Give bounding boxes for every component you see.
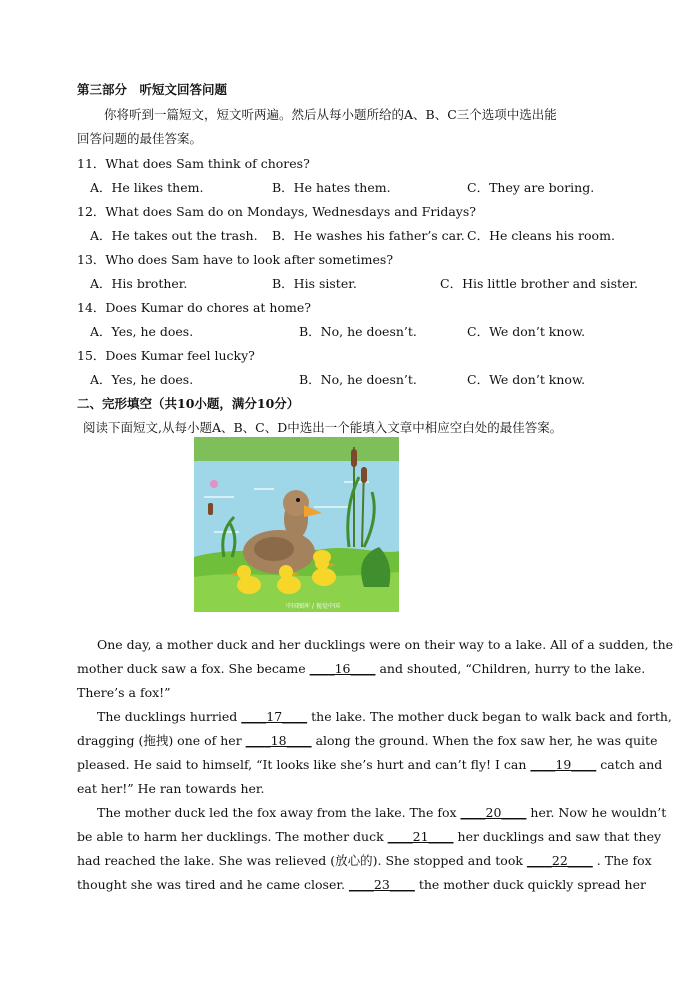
passage-text: The mother duck led the fox away from the lake. The fox (97, 805, 457, 820)
q15-option-a: A．Yes, he does. (90, 372, 194, 387)
blank-21: ____21____ (387, 829, 454, 844)
passage-text: the mother duck quickly spread her (418, 877, 646, 892)
q11-option-c: C．They are boring. (467, 180, 595, 195)
question-11: 11．What does Sam think of chores? (77, 156, 310, 171)
q14-option-c: C．We don’t know. (467, 324, 586, 339)
passage-line-3: There’s a fox!” (77, 685, 171, 700)
image-watermark: 中国图库 / 视觉中国 (286, 603, 340, 610)
section2-heading: 二、完形填空（共10小题，满分10分） (77, 396, 300, 411)
passage-line-5 (77, 733, 658, 749)
q14-option-a: A．Yes, he does. (90, 324, 194, 339)
passage-text: dragging (拖拽) one of her (77, 733, 242, 748)
passage-text: her ducklings and saw that they (457, 829, 662, 844)
passage-line-8 (77, 805, 667, 821)
passage-text: pleased. He said to himself, “It looks like she’s hurt and can’t fly! I can (77, 757, 527, 772)
passage-line-6 (77, 757, 663, 773)
duck-family-illustration (194, 437, 399, 612)
passage-text: catch and (600, 757, 663, 772)
q14-option-b: B．No, he doesn’t. (299, 324, 417, 339)
part3-instruction-line1: 你将听到一篇短文，短文听两遍。然后从每小题所给的A、B、C三个选项中选出能 (104, 107, 557, 122)
passage-text: . The fox (596, 853, 652, 868)
blank-23: ____23____ (348, 877, 415, 892)
question-15: 15．Does Kumar feel lucky? (77, 348, 255, 363)
passage-text: thought she was tired and he came closer. (77, 877, 345, 892)
blank-22: ____22____ (526, 853, 593, 868)
passage-line-10 (77, 853, 652, 869)
passage-line-7: eat her!” He ran towards her. (77, 781, 265, 796)
passage-text: One day, a mother duck and her ducklings were on their way to a lake. All of a sudden, the (97, 637, 674, 652)
part3-instruction-line2: 回答问题的最佳答案。 (77, 131, 203, 146)
passage-text: the lake. The mother duck began to walk back and forth, (311, 709, 672, 724)
passage-text: mother duck saw a fox. She became (77, 661, 306, 676)
passage-line-11 (77, 877, 646, 893)
q15-option-c: C．We don’t know. (467, 372, 586, 387)
blank-17: ____17____ (241, 709, 308, 724)
q13-option-a: A．His brother. (90, 276, 188, 291)
question-14: 14．Does Kumar do chores at home? (77, 300, 311, 315)
blank-19: ____19____ (530, 757, 597, 772)
q13-option-c: C．His little brother and sister. (440, 276, 638, 291)
section2-instruction: 阅读下面短文,从每小题A、B、C、D中选出一个能填入文章中相应空白处的最佳答案。 (83, 420, 563, 435)
passage-line-1 (77, 637, 674, 653)
question-13: 13．Who does Sam have to look after sometimes? (77, 252, 394, 267)
blank-18: ____18____ (245, 733, 312, 748)
passage-text: and shouted, “Children, hurry to the lake. (379, 661, 646, 676)
q13-option-b: B．His sister. (272, 276, 357, 291)
passage-text: along the ground. When the fox saw her, he was quite (315, 733, 658, 748)
passage-text: her. Now he wouldn’t (530, 805, 667, 820)
q11-option-a: A．He likes them. (90, 180, 204, 195)
passage-text: be able to harm her ducklings. The mother duck (77, 829, 384, 844)
q12-option-b: B．He washes his father’s car. (272, 228, 465, 243)
blank-20: ____20____ (460, 805, 527, 820)
q11-option-b: B．He hates them. (272, 180, 391, 195)
passage-text: had reached the lake. She was relieved (放心的). She stopped and took (77, 853, 523, 868)
q12-option-c: C．He cleans his room. (467, 228, 615, 243)
passage-line-4 (77, 709, 672, 725)
question-12: 12．What does Sam do on Mondays, Wednesdays and Fridays? (77, 204, 476, 219)
blank-16: ____16____ (309, 661, 376, 676)
passage-line-9 (77, 829, 662, 845)
passage-line-2 (77, 661, 646, 677)
part3-heading: 第三部分 听短文回答问题 (77, 82, 228, 97)
passage-text: The ducklings hurried (97, 709, 238, 724)
q15-option-b: B．No, he doesn’t. (299, 372, 417, 387)
q12-option-a: A．He takes out the trash. (90, 228, 258, 243)
